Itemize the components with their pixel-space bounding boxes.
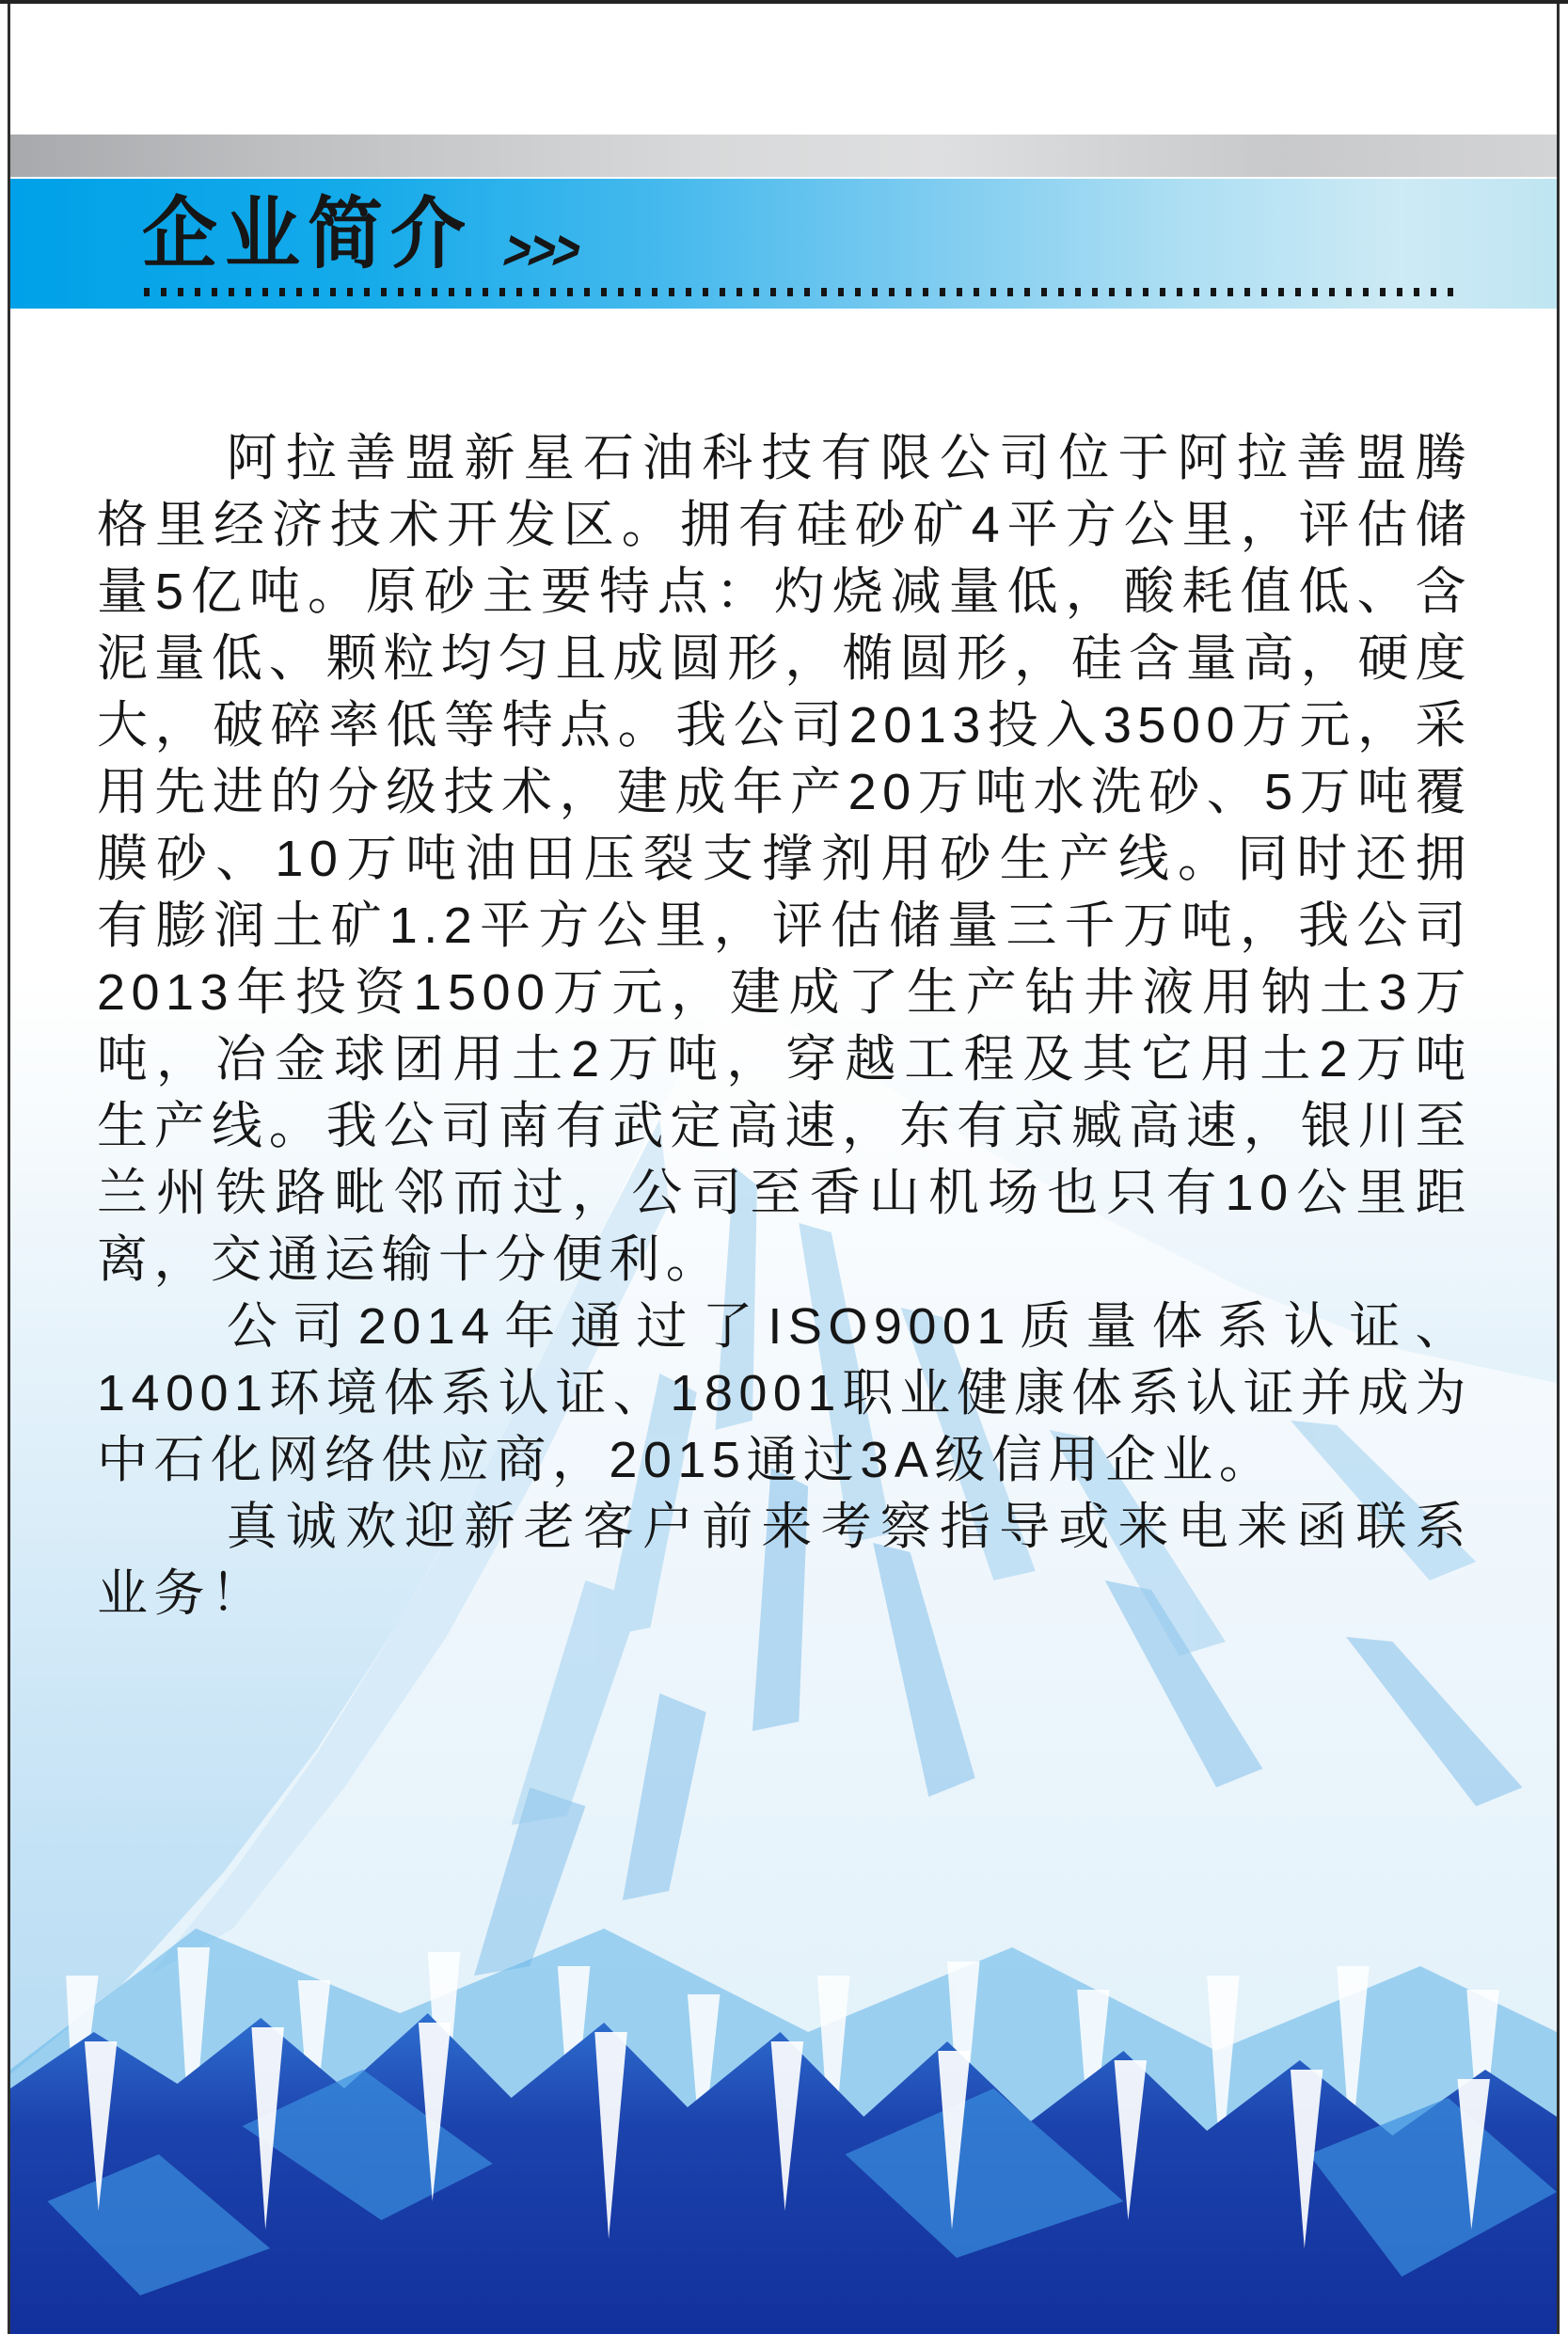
page-top-border: [0, 0, 1568, 4]
page-left-border: [8, 4, 10, 2334]
chevrons-icon: >>>: [497, 218, 587, 282]
header-row: [142, 179, 587, 290]
dotted-divider: [144, 288, 1461, 296]
company-intro-text: [97, 425, 1472, 1627]
intro-paragraph-2: 公司2014年通过了ISO9001质量体系认证、14001环境体系认证、18001职业健康体系认证并成为中石化网络供应商，2015通过3A级信用企业。: [97, 1298, 1472, 1488]
intro-paragraph-3: 真诚欢迎新老客户前来考察指导或来电来函联系业务！: [97, 1499, 1472, 1622]
page-right-border: [1557, 4, 1560, 2334]
section-header-band: [10, 179, 1557, 309]
intro-paragraph-1: 阿拉善盟新星石油科技有限公司位于阿拉善盟腾格里经济技术开发区。拥有硅砂矿4平方公里，评估储量5亿吨。原砂主要特点：灼烧减量低，酸耗值低、含泥量低、颗粒均匀且成圆形，椭圆形，硅含量高，硬度大，破碎率低等特点。我公司2013投入3500万元，采用先进的分级技术，建成年产20万吨水洗砂、5万吨覆膜砂、10万吨油田压裂支撑剂用砂生产线。同时还拥有膨润土矿1.2平方公里，评估储量三千万吨，我公司2013年投资1500万元，建成了生产钻井液用钠土3万吨，冶金球团用土2万吨，穿越工程及其它用土2万吨生产线。我公司南有武定高速，东有京臧高速，银川至兰州铁路毗邻而过，公司至香山机场也只有10公里距离，交通运输十分便利。: [97, 430, 1472, 1288]
metallic-strip: [10, 135, 1557, 177]
page-title: 企业简介: [142, 190, 473, 278]
